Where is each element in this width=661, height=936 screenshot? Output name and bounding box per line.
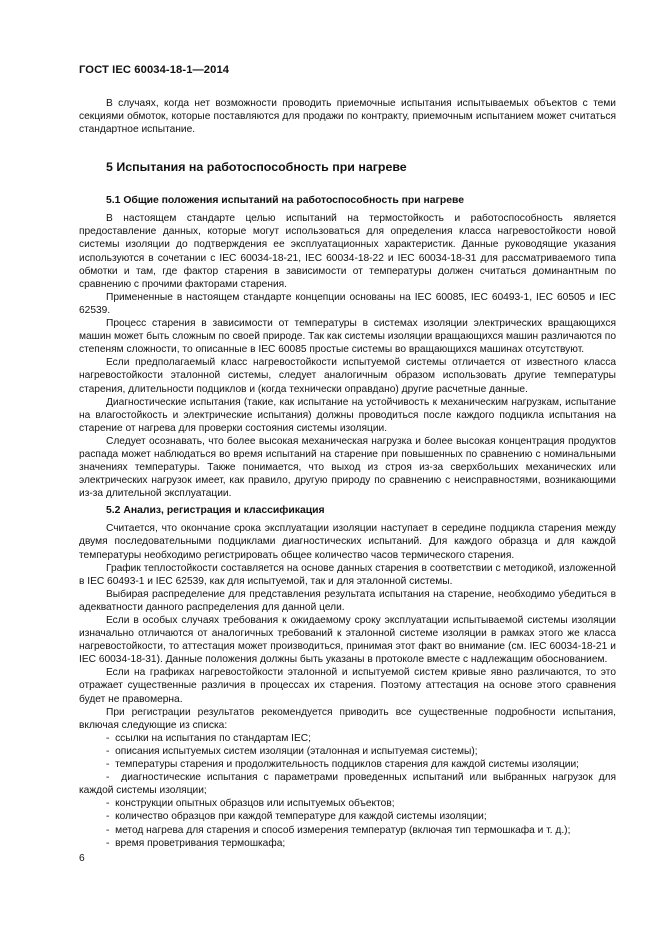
- paragraph: Если предполагаемый класс нагревостойкости испытуемой системы отличается от известного класса нагревостойкости эталонной системы, следует аналогичным образом использовать другие температуры старения, длительности подциклов и (когда технически оправдано) другие расчетные данные.: [79, 357, 616, 395]
- list-item: - время проветривания термошкафа;: [79, 837, 616, 850]
- list-item: - количество образцов при каждой температуре для каждой системы изоляции;: [79, 810, 616, 823]
- document-header-code: ГОСТ IEC 60034-18-1—2014: [79, 64, 230, 76]
- paragraph: Считается, что окончание срока эксплуатации изоляции наступает в середине подцикла старения между двумя последовательными подциклами диагностических испытаний. Для каждого образца и для каждой температуры необходимо регистрировать общее количество часов термического старения.: [79, 523, 616, 561]
- paragraph: В настоящем стандарте целью испытаний на термостойкость и работоспособность является предоставление данных, которые могут использоваться для определения класса нагревостойкости новой системы изоляции до подтверждения ее эксплуатационных характеристик. Данные руководящие указания используются в сочетании с IEC 60034-18-21, IEC 60034-18-22 и IEC 60034-18-31 для рассматриваемого типа обмотки и там, где фактор старения в зависимости от температуры должен считаться доминантным по сравнению с прочими факторами старения.: [79, 213, 616, 290]
- paragraph: Если на графиках нагревостойкости эталонной и испытуемой систем кривые явно различаются, то это отражает существенные различия в процессах их старения. Поэтому аттестация на основе этого сравнения будет не правомерна.: [79, 667, 616, 705]
- subsection-5-1-title: 5.1 Общие положения испытаний на работоспособность при нагреве: [106, 195, 465, 207]
- paragraph: При регистрации результатов рекомендуется приводить все существенные подробности испытания, включая следующие из списка:: [79, 706, 616, 731]
- document-body: [79, 97, 616, 850]
- list-item: - температуры старения и продолжительность подциклов старения для каждой системы изоляции;: [79, 758, 616, 771]
- paragraph: Диагностические испытания (такие, как испытание на устойчивость к механическим нагрузкам, испытание на влагостойкость и электрические испытания) должны проводиться после каждого подцикла испытания на старение от нагрева для проверки состояния системы изоляции.: [79, 396, 616, 434]
- list-item: - конструкции опытных образцов или испытуемых объектов;: [79, 797, 616, 810]
- paragraph: Если в особых случаях требования к ожидаемому сроку эксплуатации испытываемой системы изоляции изначально отличаются от аналогичных требований к эталонной системе изоляции в рамках этого же класса нагревостойкости, то аттестация может производиться, принимая этот факт во внимание (см. IEC 60034-18-21 и IEC 60034-18-31). Данные положения должны быть указаны в протоколе вместе с надлежащим обоснованием.: [79, 615, 616, 666]
- list-item: - диагностические испытания с параметрами проведенных испытаний или выбранных нагрузок для каждой системы изоляции;: [79, 771, 616, 797]
- list-item: - описания испытуемых систем изоляции (эталонная и испытуемая системы);: [79, 745, 616, 758]
- page-number: 6: [79, 853, 85, 864]
- paragraph: Примененные в настоящем стандарте концепции основаны на IEC 60085, IEC 60493-1, IEC 60505 и IEC 62539.: [79, 291, 616, 316]
- subsection-5-2-title: 5.2 Анализ, регистрация и классификация: [106, 505, 325, 517]
- paragraph: Процесс старения в зависимости от температуры в системах изоляции электрических вращающихся машин может быть сложным по своей природе. Так как системы изоляции вращающихся машин различаются по степеням сложности, то описанные в IEC 60085 простые системы во вращающихся машинах отсутствуют.: [79, 318, 616, 356]
- list-item: - ссылки на испытания по стандартам IEC;: [79, 732, 616, 745]
- paragraph: Выбирая распределение для представления результата испытания на старение, необходимо убедиться в адекватности данного распределения для данной цели.: [79, 588, 616, 613]
- section-5-title: 5 Испытания на работоспособность при нагреве: [106, 160, 407, 175]
- intro-paragraph: В случаях, когда нет возможности проводить приемочные испытания испытываемых объектов с теми секциями обмоток, которые поставляются для продажи по контракту, приемочным испытанием может считаться стандартное испытание.: [79, 98, 616, 136]
- paragraph: График теплостойкости составляется на основе данных старения в соответствии с методикой, изложенной в IEC 60493-1 и IEC 62539, как для испытуемой, так и для эталонной системы.: [79, 562, 616, 587]
- list-item: - метод нагрева для старения и способ измерения температур (включая тип термошкафа и т. д.);: [79, 824, 616, 837]
- paragraph: Следует осознавать, что более высокая механическая нагрузка и более высокая концентрация продуктов распада может наблюдаться во время испытаний на старение при повышенных по сравнению с номинальными значениях температуры. Также понимается, что выход из строя из-за сверхбольших механических или электрических нагрузок имеет, как правило, другую природу по сравнению с неисправностями, возникающими из-за длительной эксплуатации.: [79, 435, 616, 500]
- results-details-list: [79, 732, 616, 850]
